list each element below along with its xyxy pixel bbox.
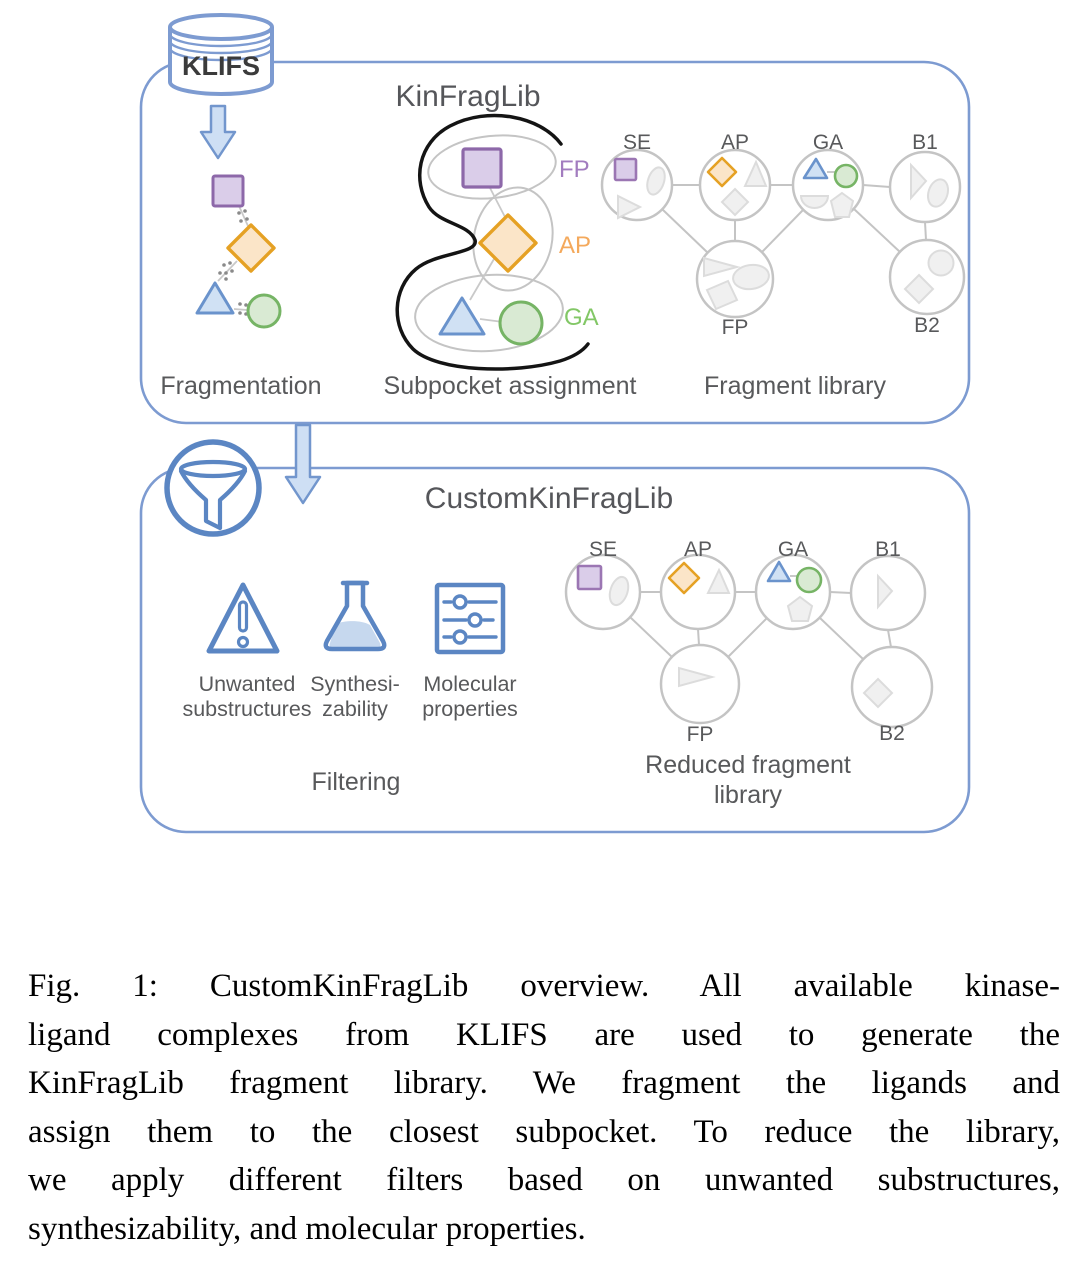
filter-labels xyxy=(182,672,517,721)
fragmentation-label: Fragmentation xyxy=(160,372,322,400)
node-label-b1: B1 xyxy=(912,131,938,154)
subpocket-square xyxy=(463,149,501,187)
node-label-ap: AP xyxy=(720,131,750,154)
node-label-se: SE xyxy=(588,538,618,561)
bottom-panel-title: CustomKinFragLib xyxy=(424,482,674,515)
molecular-properties-label-1: Molecular xyxy=(423,672,517,696)
node-b2 xyxy=(852,647,932,727)
figure-caption xyxy=(28,962,1060,1253)
funnel-icon xyxy=(167,442,259,534)
filtering-label: Filtering xyxy=(311,768,401,796)
reduced-library-label-1: Reduced fragment xyxy=(645,751,851,779)
top-panel-title: KinFragLib xyxy=(395,80,541,113)
node-label-fp: FP xyxy=(721,316,749,339)
fragment-circle xyxy=(248,295,280,327)
subpocket-assignment-label: Subpocket assignment xyxy=(383,372,637,400)
caption-line: synthesizability, and molecular properties. xyxy=(28,1210,586,1247)
caption-line: we apply different filters based on unwanted substructures, xyxy=(28,1162,1060,1198)
node-label-ga: GA xyxy=(812,131,844,154)
unwanted-label-2: substructures xyxy=(182,697,312,721)
database-icon xyxy=(170,15,272,94)
node-label-b1: B1 xyxy=(875,538,901,561)
node-label-b2: B2 xyxy=(914,314,940,337)
sliders-icon xyxy=(437,585,503,652)
caption-line: KinFragLib fragment library. We fragment the ligands and xyxy=(28,1065,1060,1101)
node-fp xyxy=(661,645,739,723)
fragment-square xyxy=(213,176,243,206)
molecular-properties-label-2: properties xyxy=(422,697,518,721)
unwanted-label-1: Unwanted xyxy=(198,672,296,696)
subpocket-circle xyxy=(500,302,542,344)
caption-line: Fig. 1: CustomKinFragLib overview. All available kinase- xyxy=(28,968,1060,1004)
node-label-fp: FP xyxy=(686,723,714,746)
caption-line: assign them to the closest subpocket. To reduce the library, xyxy=(28,1113,1060,1150)
synthesizability-label-2: zability xyxy=(322,697,388,721)
node-label-se: SE xyxy=(622,131,652,154)
node-label-ga: GA xyxy=(777,538,809,561)
caption-line: ligand complexes from KLIFS are used to generate the xyxy=(28,1016,1060,1053)
node-label-b2: B2 xyxy=(879,722,905,745)
database-label: KLIFS xyxy=(182,51,260,81)
node-label-ap: AP xyxy=(683,538,713,561)
fragment-library-label: Fragment library xyxy=(704,372,886,400)
synthesizability-label-1: Synthesi- xyxy=(310,672,400,696)
node-b2 xyxy=(890,240,964,314)
label-fp: FP xyxy=(559,156,590,183)
label-ga: GA xyxy=(564,304,599,331)
label-ap: AP xyxy=(559,232,592,259)
reduced-library-label-2: library xyxy=(713,781,783,809)
node-b1 xyxy=(890,152,960,222)
